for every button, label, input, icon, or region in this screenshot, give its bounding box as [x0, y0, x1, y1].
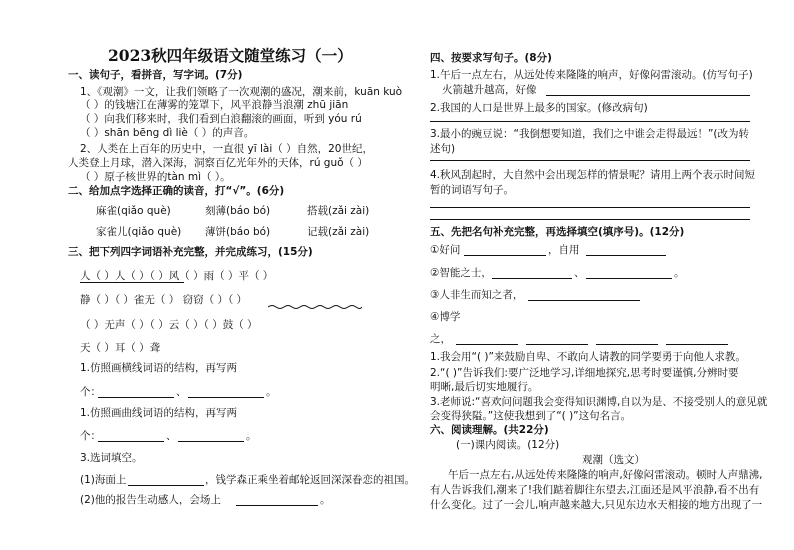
section-2-heading: 二、给加点字选择正确的读音，打“√”。(6分) [68, 185, 285, 197]
s1-line-2: （ ）的钱塘江在薄雾的笼罩下，风平浪静当浪潮 zhū jiān [80, 99, 349, 111]
s5-item-3: ③人非生而知之者， [430, 289, 524, 301]
s5-usage-2b: 明晰,最后切实地履行。 [430, 381, 539, 393]
s4-q1-blank[interactable] [546, 95, 750, 96]
section-4-heading: 四、按要求写句子。(8分) [430, 52, 552, 64]
s5-item-4-blank-1[interactable] [456, 344, 518, 345]
s5-usage-3b: 会变得狭隘。”这使我想到了“( )”这句名言。 [430, 410, 632, 422]
s3-q2-prompt: 1.仿照画曲线词语的结构，再写两 [80, 407, 238, 419]
s3-idiom-row-2: 静（ ）（ ）雀无（ ） 窃窃（ ）（ ） [80, 294, 248, 306]
s3-q3b-blank[interactable] [236, 505, 318, 506]
s3-q3a-blank[interactable] [128, 485, 204, 486]
s3-q1-sep: 、 [176, 386, 187, 398]
s5-item-4-blank-3[interactable] [596, 344, 658, 345]
s5-item-4-blank-2[interactable] [526, 344, 588, 345]
s3-q1-blank-1[interactable] [98, 397, 174, 398]
s4-q1: 1.午后一点左右，从远处传来隆隆的响声，好像闷雷滚动。(仿写句子) [430, 69, 753, 81]
s5-item-2-blank-1[interactable] [492, 278, 572, 279]
passage-line-3: 什么变化。过了一会儿,响声越来越大,只见东边水天相接的地方出现了一 [430, 499, 763, 511]
s5-item-2-blank-2[interactable] [586, 278, 672, 279]
s2-item-4: 家雀儿(qiǎo què) [96, 226, 182, 238]
s1-line-3: （ ）向我们移来时，我们看到白浪翻滚的画面，听到 yóu rú [80, 113, 362, 125]
section-5-heading: 五、先把名句补充完整，再选择填空(填序号)。(12分) [430, 226, 685, 238]
s5-item-3-blank[interactable] [528, 300, 640, 301]
s5-usage-1: 1.我会用“( )”来鼓励自卑、不敢向人请教的同学要勇于向他人求教。 [430, 351, 746, 363]
s3-q1-prompt: 1.仿照画横线词语的结构，再写两 [80, 362, 238, 374]
s5-item-4-cont: 之， [430, 333, 451, 345]
s3-q2-blank-2[interactable] [178, 441, 244, 442]
s2-item-3: 搭载(zǎi zài) [307, 205, 370, 217]
s4-q4-cont: 暂的词语写句子。 [430, 184, 514, 196]
s3-q3-prompt: 3.选词填空。 [80, 452, 143, 464]
s2-item-1: 麻雀(qiǎo què) [96, 205, 171, 217]
passage-line-1: 午后一点左右,从远处传来隆隆的响声,好像闷雷滚动。顿时人声鼎沸, [448, 469, 763, 481]
s3-q3b-start: (2)他的报告生动感人，会场上 [80, 494, 221, 506]
passage-title: 观潮（选文） [582, 454, 645, 466]
s3-idiom-row-1: 人（ ）人（ ）（ ）风（ ）雨（ ）平（ ） [80, 270, 274, 282]
s5-item-4-blank-4[interactable] [666, 344, 728, 345]
s5-item-1: ①好问 [430, 244, 461, 256]
s5-item-1-blank-1[interactable] [464, 255, 546, 256]
s3-q1-label: 个： [80, 386, 101, 398]
s4-q4-blank-1[interactable] [430, 207, 750, 208]
s3-q2-blank-1[interactable] [98, 441, 164, 442]
s5-item-2-end: 。 [674, 267, 685, 279]
s3-straight-underline [80, 282, 184, 283]
s4-q3: 3.最小的豌豆说：“我倒想要知道，我们之中谁会走得最远！”(改为转 [430, 128, 749, 140]
s3-wavy-underline [268, 304, 362, 310]
s2-item-2: 刻薄(báo bó) [205, 205, 271, 217]
s4-q4-blank-2[interactable] [430, 219, 750, 220]
section-1-heading: 一、读句子，看拼音，写字词。(7分) [68, 69, 243, 81]
s1-line-6: 人类登上月球，潜入深海，洞察百亿光年外的天体，rú guǒ（ ） [68, 157, 368, 169]
s4-q4: 4.秋风刮起时，大自然中会出现怎样的情景呢？请用上两个表示时间短 [430, 169, 756, 181]
page-title: 2023秋四年级语文随堂练习（一） [108, 46, 353, 65]
s4-q2-blank[interactable] [430, 121, 750, 122]
s4-q3-blank[interactable] [430, 160, 750, 161]
s1-line-1: 1、《观潮》一文，让我们领略了一次观潮的盛况，潮来前，kuān kuò [80, 86, 403, 98]
s3-q2-end: 。 [246, 430, 257, 442]
s3-idiom-row-4: 天（ ）耳（ ）聋 [80, 342, 161, 354]
s3-q2-sep: 、 [166, 430, 177, 442]
s1-line-4: （ ）shān bēng dì liè（ ）的声音。 [80, 127, 255, 139]
s3-q1-end: 。 [266, 386, 277, 398]
s5-item-4: ④博学 [430, 311, 461, 323]
s3-q3b-end: 。 [320, 494, 331, 506]
s4-q3-cont: 述句) [430, 143, 456, 155]
s3-q3a-end: ，钱学森正乘坐着邮轮返回深深眷恋的祖国。 [205, 474, 415, 486]
s2-item-6: 记载(zǎi zài) [307, 226, 370, 238]
s3-q1-blank-2[interactable] [188, 397, 264, 398]
s2-item-5: 薄饼(báo bó) [205, 226, 271, 238]
section-6-heading: 六、阅读理解。(共22分) [430, 424, 549, 436]
s4-q2: 2.我国的人口是世界上最多的国家。(修改病句) [430, 102, 648, 114]
s5-item-2-sep: 、 [574, 267, 585, 279]
s3-idiom-row-3: （ ）无声（ ）（ ）云（ ）（ ）鼓（ ） [80, 319, 258, 331]
passage-line-2: 有人告诉我们,潮来了!我们踮着脚往东望去,江面还是风平浪静,看不出有 [430, 484, 760, 496]
s5-usage-3a: 3.老师说:“喜欢问问题我会变得知识渊博,自以为是、不接受别人的意见就 [430, 396, 768, 408]
s5-usage-2a: 2.“( )”告诉我们:要广泛地学习,详细地探究,思考时要谨慎,分辨时要 [430, 367, 739, 379]
s5-item-2: ②智能之士， [430, 267, 492, 279]
s3-q3a-start: (1)海面上 [80, 474, 127, 486]
s5-item-1-cont: ，自用 [548, 244, 580, 256]
s4-q1-start: 火箭越升越高，好像 [442, 84, 537, 96]
s1-line-5: 2、人类在上百年的历史中，一直很 yī lài（ ）自然，20世纪， [80, 143, 373, 155]
section-3-heading: 三、把下列四字词语补充完整，并完成练习，(15分) [68, 246, 313, 258]
s6-subheading: (一)课内阅读。(12分) [456, 439, 560, 451]
s5-item-1-blank-2[interactable] [586, 255, 666, 256]
s3-q2-label: 个： [80, 430, 101, 442]
s1-line-7: （ ）原子核世界的tàn mì（ ）。 [80, 171, 231, 183]
